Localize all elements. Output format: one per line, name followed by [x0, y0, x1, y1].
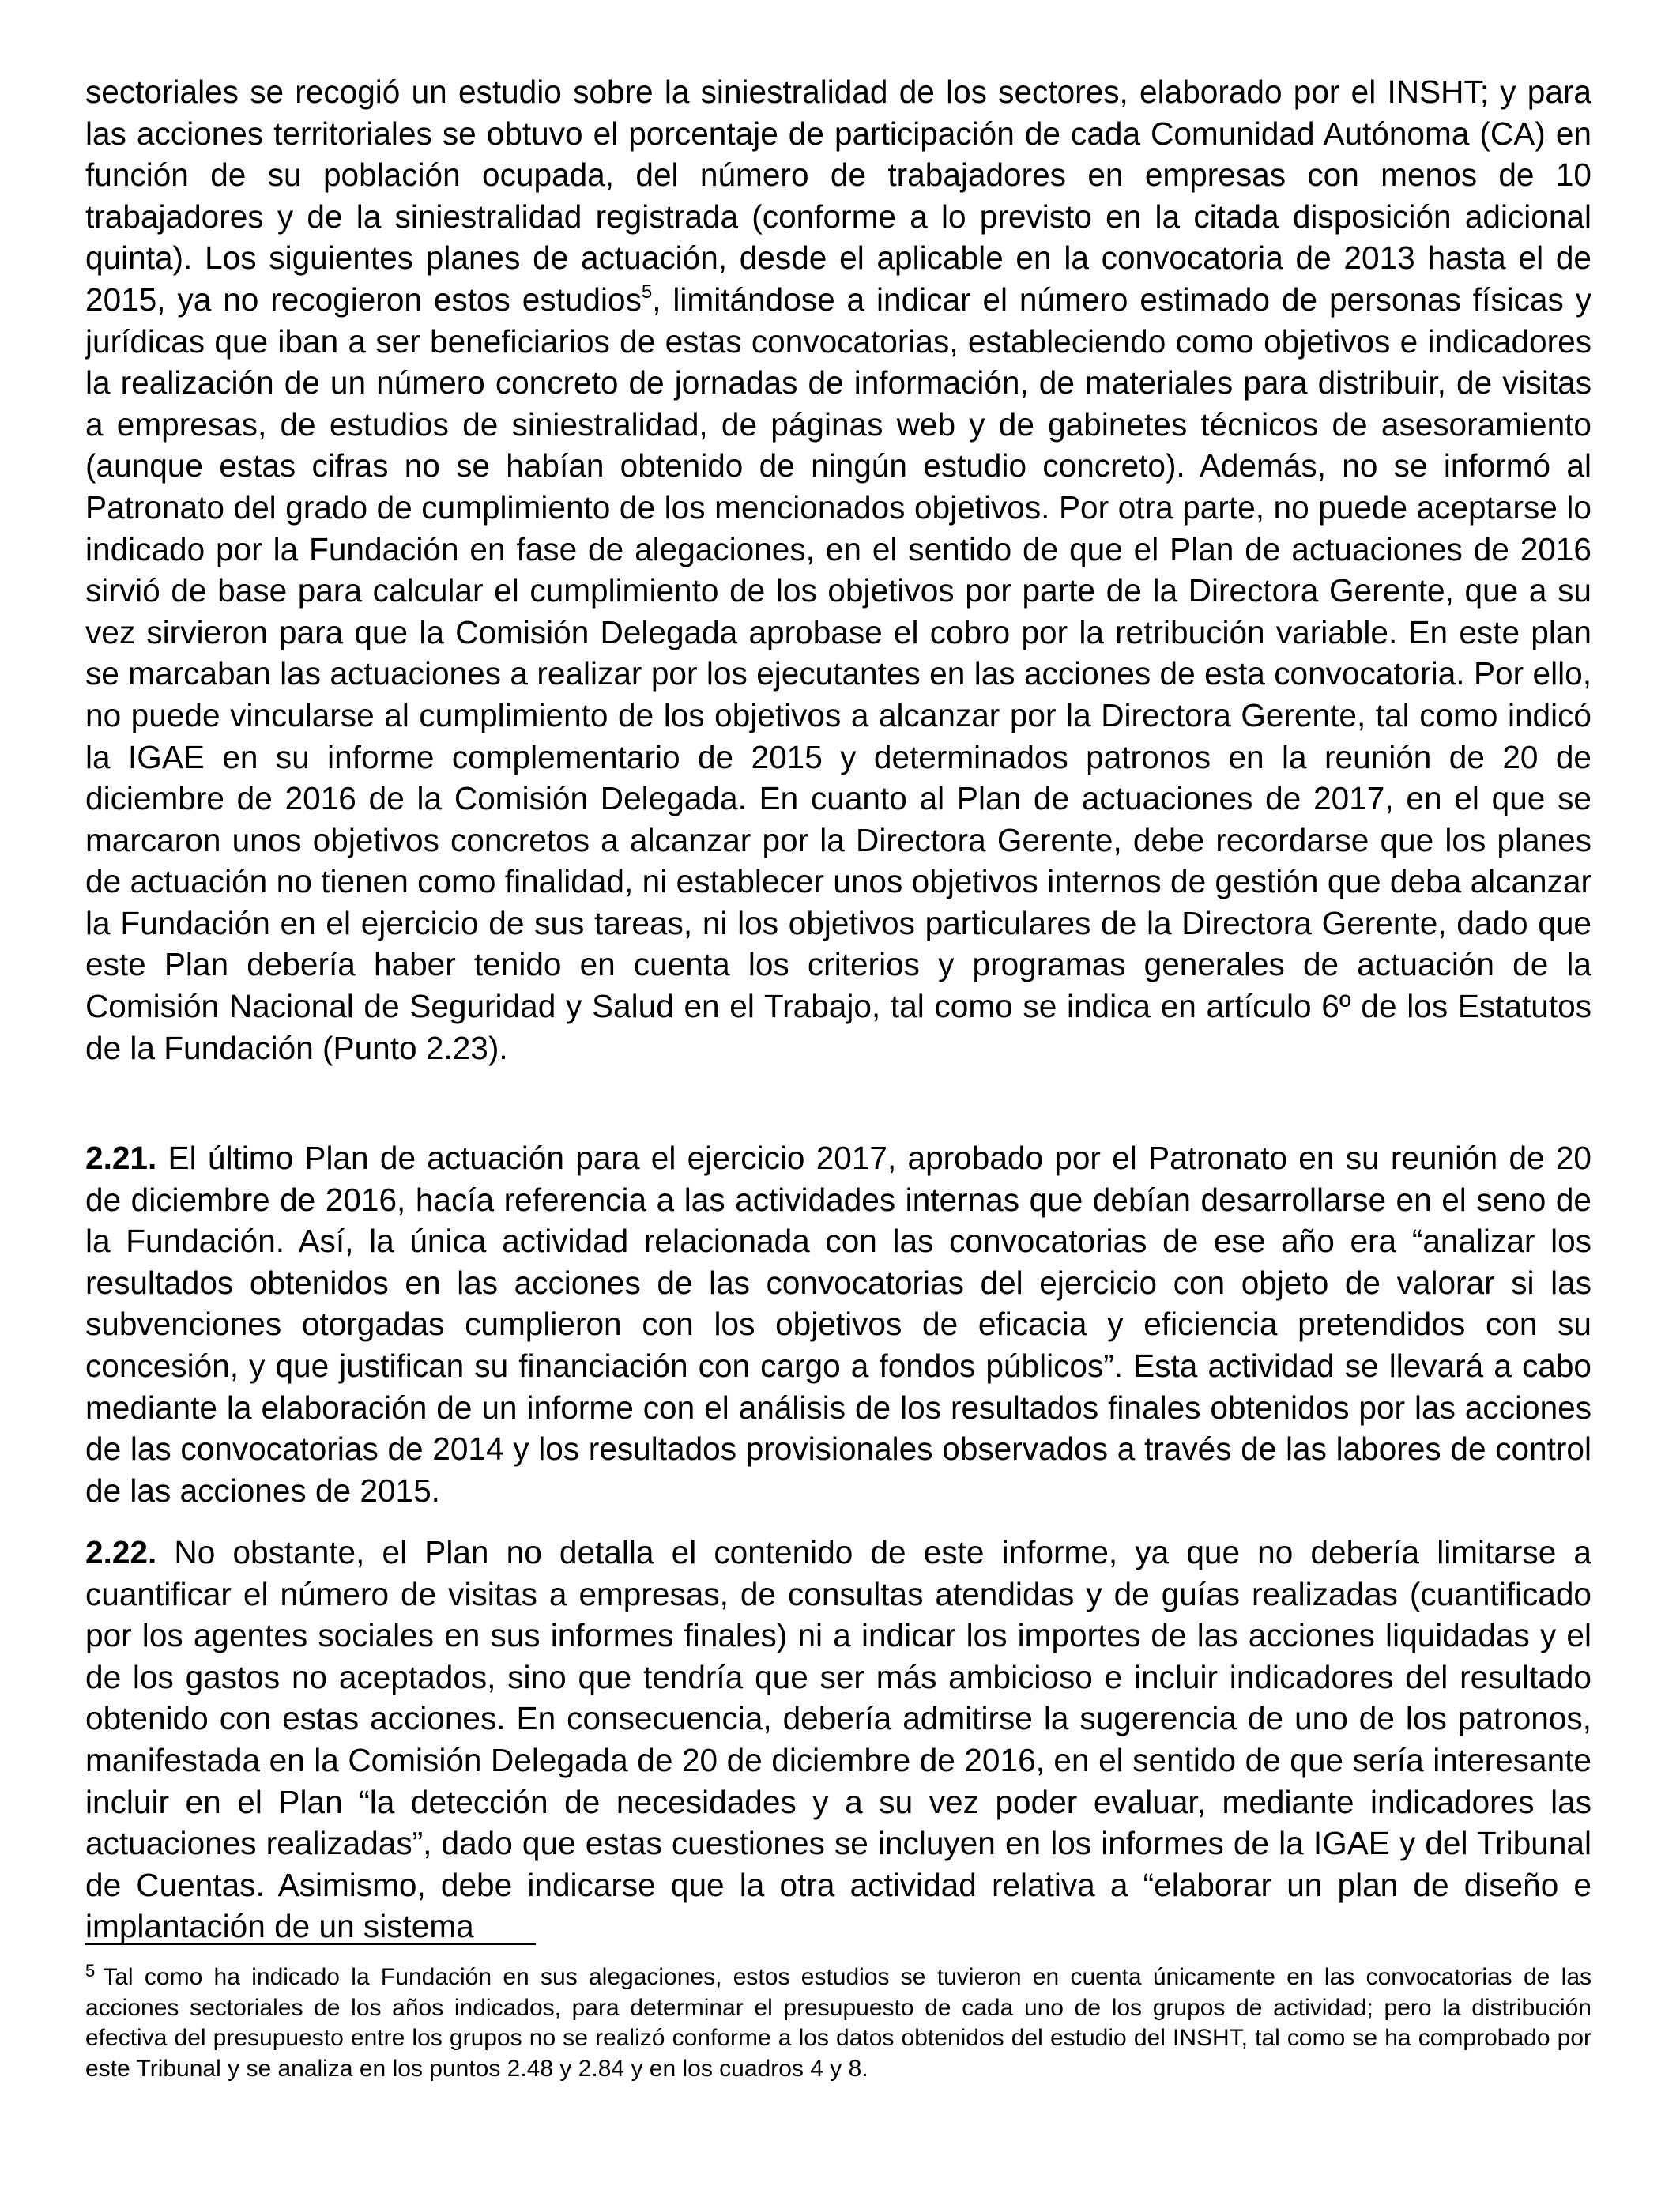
paragraph-number: 2.22. — [85, 1534, 157, 1570]
paragraph-2-22 — [85, 1532, 1591, 1947]
paragraph-text: sectoriales se recogió un estudio sobre la siniestralidad de los sectores, elaborado por el INSHT; y para las acciones territoriales se obtuvo el porcentaje de participación de cada Comunidad Autónoma (CA) en función de su población ocupada, del número de trabajadores en empresas con menos de 10 trabajadores y de la siniestralidad registrada (conforme a lo previsto en la citada disposición adicional quinta). Los siguientes planes de actuación, desde el aplicable en la convocatoria de 2013 hasta el de 2015, ya no recogieron estos estudios — [85, 74, 1591, 318]
paragraph-text: , limitándose a indicar el número estimado de personas físicas y jurídicas que iban a ser beneficiarios de estas convocatorias, estableciendo como objetivos e indicadores la realización de un número concreto de jornadas de información, de materiales para distribuir, de visitas a empresas, de estudios de siniestralidad, de páginas web y de gabinetes técnicos de asesoramiento (aunque estas cifras no se habían obtenido de ningún estudio concreto). Además, no se informó al Patronato del grado de cumplimiento de los mencionados objetivos. Por otra parte, no puede aceptarse lo indicado por la Fundación en fase de alegaciones, en el sentido de que el Plan de actuaciones de 2016 sirvió de base para calcular el cumplimiento de los objetivos por parte de la Directora Gerente, que a su vez sirvieron para que la Comisión Delegada aprobase el cobro por la retribución variable. En este plan se marcaban las actuaciones a realizar por los ejecutantes en las acciones de esta convocatoria. Por ello, no puede vincularse al cumplimiento de los objetivos a alcanzar por la Directora Gerente, tal como indicó la IGAE en su informe complementario de 2015 y determinados patronos en la reunión de 20 de diciembre de 2016 de la Comisión Delegada. En cuanto al Plan de actuaciones de 2017, en el que se marcaron unos objetivos concretos a alcanzar por la Directora Gerente, debe recordarse que los planes de actuación no tienen como finalidad, ni establecer unos objetivos internos de gestión que deba alcanzar la Fundación en el ejercicio de sus tareas, ni los objetivos particulares de la Directora Gerente, dado que este Plan debería haber tenido en cuenta los criterios y programas generales de actuación de la Comisión Nacional de Seguridad y Salud en el Trabajo, tal como se indica en artículo 6º de los Estatutos de la Fundación (Punto 2.23). — [85, 281, 1591, 1066]
footnote — [85, 1962, 1591, 2084]
paragraph-continuation — [85, 71, 1591, 1069]
paragraph-text: No obstante, el Plan no detalla el contenido de este informe, ya que no debería limitarse a cuantificar el número de visitas a empresas, de consultas atendidas y de guías realizadas (cuantificado por los agentes sociales en sus informes finales) ni a indicar los importes de las acciones liquidadas y el de los gastos no aceptados, sino que tendría que ser más ambicioso e incluir indicadores del resultado obtenido con estas acciones. En consecuencia, debería admitirse la sugerencia de uno de los patronos, manifestada en la Comisión Delegada de 20 de diciembre de 2016, en el sentido de que sería interesante incluir en el Plan “la detección de necesidades y a su vez poder evaluar, mediante indicadores las actuaciones realizadas”, dado que estas cuestiones se incluyen en los informes de la IGAE y del Tribunal de Cuentas. Asimismo, debe indicarse que la otra actividad relativa a “elaborar un plan de diseño e implantación de un sistema — [85, 1534, 1592, 1945]
footnote-text: Tal como ha indicado la Fundación en sus alegaciones, estos estudios se tuvieron en cuenta únicamente en las convocatorias de las acciones sectoriales de los años indicados, para determinar el presupuesto de cada uno de los grupos de actividad; pero la distribución efectiva del presupuesto entre los grupos no se realizó conforme a los datos obtenidos del estudio del INSHT, tal como se ha comprobado por este Tribunal y se analiza en los puntos 2.48 y 2.84 y en los cuadros 4 y 8. — [85, 1964, 1591, 2082]
paragraph-text: El último Plan de actuación para el ejercicio 2017, aprobado por el Patronato en su reunión de 20 de diciembre de 2016, hacía referencia a las actividades internas que debían desarrollarse en el seno de la Fundación. Así, la única actividad relacionada con las convocatorias de ese año era “analizar los resultados obtenidos en las acciones de las convocatorias del ejercicio con objeto de valorar si las subvenciones otorgadas cumplieron con los objetivos de eficacia y eficiencia pretendidos con su concesión, y que justifican su financiación con cargo a fondos públicos”. Esta actividad se llevará a cabo mediante la elaboración de un informe con el análisis de los resultados finales obtenidos por las acciones de las convocatorias de 2014 y los resultados provisionales observados a través de las labores de control de las acciones de 2015. — [85, 1140, 1591, 1509]
footnote-reference[interactable]: 5 — [641, 281, 653, 303]
footnote-mark: 5 — [85, 1961, 96, 1981]
footnote-separator — [85, 1943, 536, 1945]
paragraph-number: 2.21. — [85, 1140, 157, 1176]
paragraph-2-21 — [85, 1137, 1591, 1511]
